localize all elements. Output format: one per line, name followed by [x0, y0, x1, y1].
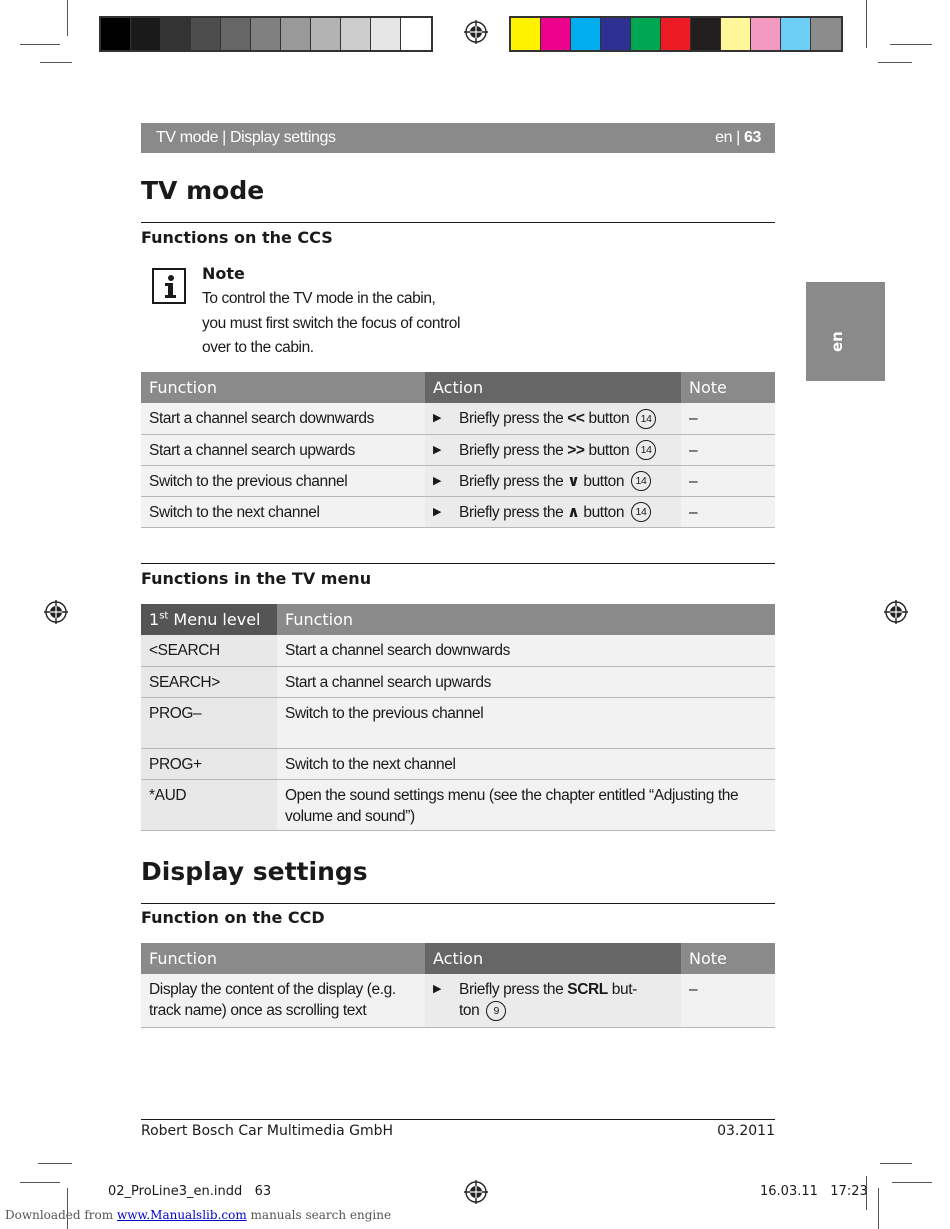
arrow-right-icon: ▶	[433, 505, 442, 518]
arrow-right-icon: ▶	[433, 983, 442, 995]
column-header-action: Action	[425, 372, 681, 403]
color-swatch	[511, 18, 541, 50]
table-header-row	[141, 943, 775, 974]
column-header-note: Note	[681, 372, 775, 403]
page-header-bar	[141, 123, 775, 153]
action-cell: ▶ Briefly press the ∨ button 14	[425, 465, 681, 496]
note-cell: –	[681, 403, 775, 434]
language-side-tab	[806, 282, 885, 381]
function-cell: Open the sound settings menu (see the chapter entitled “Adjusting the volume and sound”)	[277, 779, 775, 830]
registration-mark-icon	[464, 1180, 488, 1204]
menu-level-cell: SEARCH>	[141, 666, 277, 697]
color-swatch	[251, 18, 281, 50]
action-cell: ▶ Briefly press the SCRL but-ton 9	[425, 974, 681, 1027]
action-cell: ▶ Briefly press the << button 14	[425, 403, 681, 434]
divider	[141, 903, 775, 904]
info-icon	[152, 268, 186, 304]
function-cell: Start a channel search downwards	[141, 403, 425, 434]
function-cell: Switch to the next channel	[141, 496, 425, 527]
color-swatch	[191, 18, 221, 50]
color-swatch	[101, 18, 131, 50]
header-lang: en |	[715, 129, 740, 146]
color-swatch	[691, 18, 721, 50]
table-row	[141, 779, 775, 830]
ccs-functions-table	[141, 372, 775, 528]
callout-number: 14	[636, 409, 656, 429]
color-swatch	[601, 18, 631, 50]
color-swatch-strip	[509, 16, 843, 52]
action-cell: ▶ Briefly press the ∧ button 14	[425, 496, 681, 527]
column-header-action: Action	[425, 943, 681, 974]
table-row	[141, 666, 775, 697]
color-swatch	[281, 18, 311, 50]
color-swatch	[221, 18, 251, 50]
footer-company: Robert Bosch Car Multimedia GmbH	[141, 1123, 394, 1139]
registration-mark-icon	[44, 600, 68, 624]
color-swatch	[311, 18, 341, 50]
action-cell: ▶ Briefly press the >> button 14	[425, 434, 681, 465]
column-header-function: Function	[277, 604, 775, 635]
button-name: ∨	[567, 472, 580, 490]
color-swatch	[161, 18, 191, 50]
divider	[141, 222, 775, 223]
column-header-note: Note	[681, 943, 775, 974]
color-swatch	[631, 18, 661, 50]
function-cell: Switch to the previous channel	[141, 465, 425, 496]
button-name: SCRL	[567, 981, 608, 998]
arrow-right-icon: ▶	[433, 443, 442, 456]
header-page-info	[715, 123, 761, 153]
download-notice	[5, 1208, 391, 1222]
note-title: Note	[202, 264, 245, 283]
note-cell: –	[681, 496, 775, 527]
color-swatch	[571, 18, 601, 50]
note-cell: –	[681, 974, 775, 1027]
registration-mark-icon	[884, 600, 908, 624]
tv-menu-table	[141, 604, 775, 831]
table-row	[141, 496, 775, 527]
menu-level-cell: PROG–	[141, 697, 277, 748]
menu-level-cell: *AUD	[141, 779, 277, 830]
note-cell: –	[681, 465, 775, 496]
table-row	[141, 748, 775, 779]
language-tab-label: en	[828, 331, 846, 352]
table-header-row	[141, 372, 775, 403]
function-cell: Start a channel search downwards	[277, 635, 775, 666]
color-swatch	[131, 18, 161, 50]
menu-level-cell: PROG+	[141, 748, 277, 779]
function-cell: Start a channel search upwards	[277, 666, 775, 697]
footer-date: 03.2011	[717, 1123, 775, 1139]
table-row	[141, 974, 775, 1027]
menu-level-cell: <SEARCH	[141, 635, 277, 666]
callout-number: 14	[631, 502, 651, 522]
note-text: To control the TV mode in the cabin, you must first switch the focus of control over to the cabin.	[202, 290, 460, 356]
table-row	[141, 465, 775, 496]
arrow-right-icon: ▶	[433, 474, 442, 487]
callout-number: 14	[636, 440, 656, 460]
slug-timestamp: 16.03.11 17:23	[760, 1184, 868, 1199]
ccd-functions-table	[141, 943, 775, 1028]
divider	[141, 563, 775, 564]
ccd-heading: Function on the CCD	[141, 908, 325, 927]
tv-mode-title: TV mode	[141, 176, 265, 205]
arrow-right-icon: ▶	[433, 412, 442, 424]
color-swatch	[541, 18, 571, 50]
table-header-row	[141, 604, 775, 635]
column-header-menu-level: 1st Menu level	[141, 604, 277, 635]
function-cell: Switch to the previous channel	[277, 697, 775, 748]
color-swatch	[401, 18, 431, 50]
function-cell: Switch to the next channel	[277, 748, 775, 779]
table-row	[141, 697, 775, 748]
ccs-heading: Functions on the CCS	[141, 228, 333, 247]
callout-number: 14	[631, 471, 651, 491]
button-name: <<	[567, 410, 585, 427]
button-name: >>	[567, 441, 585, 459]
column-header-function: Function	[141, 372, 425, 403]
header-section-title: TV mode | Display settings	[156, 129, 336, 146]
color-swatch	[781, 18, 811, 50]
color-swatch	[721, 18, 751, 50]
color-swatch	[661, 18, 691, 50]
color-swatch	[371, 18, 401, 50]
color-swatch	[811, 18, 841, 50]
color-swatch	[751, 18, 781, 50]
note-cell: –	[681, 434, 775, 465]
column-header-function: Function	[141, 943, 425, 974]
download-suffix: manuals search engine	[250, 1208, 392, 1222]
button-name: ∧	[567, 503, 580, 521]
display-settings-title: Display settings	[141, 857, 368, 886]
function-cell: Start a channel search upwards	[141, 434, 425, 465]
callout-number: 9	[486, 1001, 506, 1021]
color-swatch	[341, 18, 371, 50]
grey-swatch-strip	[99, 16, 433, 52]
manualslib-link[interactable]: www.Manualslib.com	[116, 1208, 247, 1222]
table-row	[141, 635, 775, 666]
page-number: 63	[744, 129, 761, 146]
function-cell: Display the content of the display (e.g. track name) once as scrolling text	[141, 974, 425, 1027]
slug-filename: 02_ProLine3_en.indd 63	[108, 1184, 272, 1199]
download-prefix: Downloaded from	[5, 1208, 114, 1222]
table-row	[141, 403, 775, 434]
footer-divider	[141, 1119, 775, 1120]
registration-mark-icon	[464, 20, 488, 44]
table-row	[141, 434, 775, 465]
tv-menu-heading: Functions in the TV menu	[141, 569, 372, 588]
